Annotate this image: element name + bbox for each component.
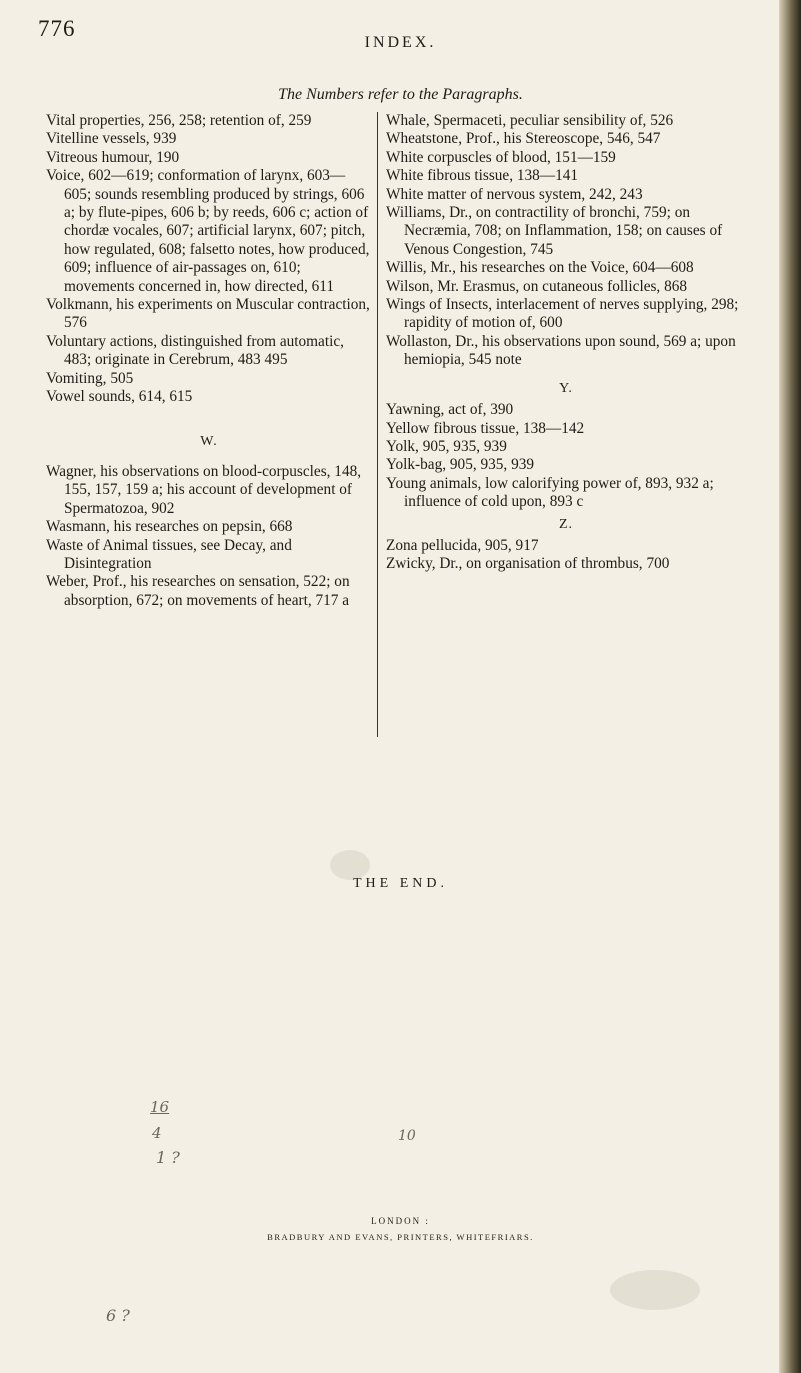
index-entry: Zona pellucida, 905, 917 — [386, 536, 539, 554]
column-divider — [377, 112, 378, 737]
index-entry: Wasmann, his researches on pepsin, 668 — [46, 518, 293, 536]
handwritten-mark: 16 — [150, 1098, 170, 1116]
index-entry: Vital properties, 256, 258; retention of, 259 — [46, 112, 312, 129]
index-entry: Wilson, Mr. Erasmus, on cutaneous follicles, 868 — [386, 277, 688, 295]
section-letter-z: Z. — [558, 516, 574, 532]
index-entry: Wollaston, Dr., his observations upon sound, 569 a; upon hemiopia, 545 note — [386, 332, 736, 369]
index-entry: Wagner, his observations on blood-corpuscles, 148, 155, 157, 159 a; his account of development of Spermatozoa, 902 — [46, 462, 362, 517]
index-entry: Vowel sounds, 614, 615 — [46, 388, 193, 406]
index-entry: Voluntary actions, distinguished from automatic, 483; originate in Cerebrum, 483 495 — [46, 332, 344, 369]
section-letter-w: W. — [200, 433, 218, 449]
handwritten-mark: 10 — [398, 1128, 416, 1144]
handwritten-mark: 6 ? — [106, 1306, 130, 1325]
index-entry: Yellow fibrous tissue, 138—142 — [386, 419, 585, 437]
imprint-printers: BRADBURY AND EVANS, PRINTERS, WHITEFRIARS. — [267, 1232, 534, 1242]
index-entry: Yolk, 905, 935, 939 — [386, 437, 507, 455]
index-entry: Young animals, low calorifying power of, 893, 932 a; influence of cold upon, 893 c — [386, 474, 714, 511]
index-entry: Wings of Insects, interlacement of nerves supplying, 298; rapidity of motion of, 600 — [386, 296, 739, 332]
page-number: 776 — [38, 16, 76, 41]
index-entry: Vitelline vessels, 939 — [46, 130, 177, 148]
left-column — [46, 112, 372, 610]
index-entry: White matter of nervous system, 242, 243 — [386, 185, 643, 203]
page-edge-shadow — [779, 0, 801, 1373]
index-entry: Waste of Animal tissues, see Decay, and Disintegration — [46, 536, 292, 572]
index-entry: Whale, Spermaceti, peculiar sensibility of, 526 — [386, 112, 674, 129]
index-entry: Volkmann, his experiments on Muscular contraction, 576 — [46, 296, 370, 332]
index-entry: Weber, Prof., his researches on sensation, 522; on absorption, 672; on movements of heart, 717 a — [46, 573, 350, 609]
imprint-city: LONDON : — [371, 1216, 430, 1226]
index-entry: Vomiting, 505 — [46, 369, 134, 387]
index-entry: White fibrous tissue, 138—141 — [386, 167, 579, 185]
running-head: INDEX. — [364, 34, 437, 51]
index-entry: Williams, Dr., on contractility of bronchi, 759; on Necræmia, 708; on Inflammation, 158; on causes of Venous Congestion, 745 — [386, 204, 723, 258]
ink-smudge — [610, 1270, 700, 1310]
ink-smudge — [330, 850, 370, 880]
index-entry: Vitreous humour, 190 — [46, 148, 180, 166]
index-entry: Voice, 602—619; conformation of larynx, 603—605; sounds resembling produced by strings, 606 a; by flute-pipes, 606 b; by reeds, 606 c; action of chordæ vocales, 607; artificial larynx, 607; pitch, how regulated, 608; falsetto notes, how produced, 609; influence of air-passages on, 610; movements concerned in, how directed, 611 — [46, 167, 370, 295]
index-entry: White corpuscles of blood, 151—159 — [386, 148, 616, 166]
index-entry: Wheatstone, Prof., his Stereoscope, 546, 547 — [386, 130, 661, 148]
index-entry: Yolk-bag, 905, 935, 939 — [386, 456, 535, 474]
the-end-text: THE END. — [353, 876, 448, 891]
section-letter-y: Y. — [559, 380, 573, 396]
handwritten-mark: 4 — [152, 1124, 162, 1142]
index-entry: Zwicky, Dr., on organisation of thrombus, 700 — [386, 555, 670, 573]
index-entry: Willis, Mr., his researches on the Voice, 604—608 — [386, 259, 694, 277]
index-entry: Yawning, act of, 390 — [386, 401, 514, 419]
right-column — [386, 112, 746, 574]
index-note: The Numbers refer to the Paragraphs. — [278, 86, 523, 103]
handwritten-mark: 1 ? — [156, 1148, 180, 1167]
